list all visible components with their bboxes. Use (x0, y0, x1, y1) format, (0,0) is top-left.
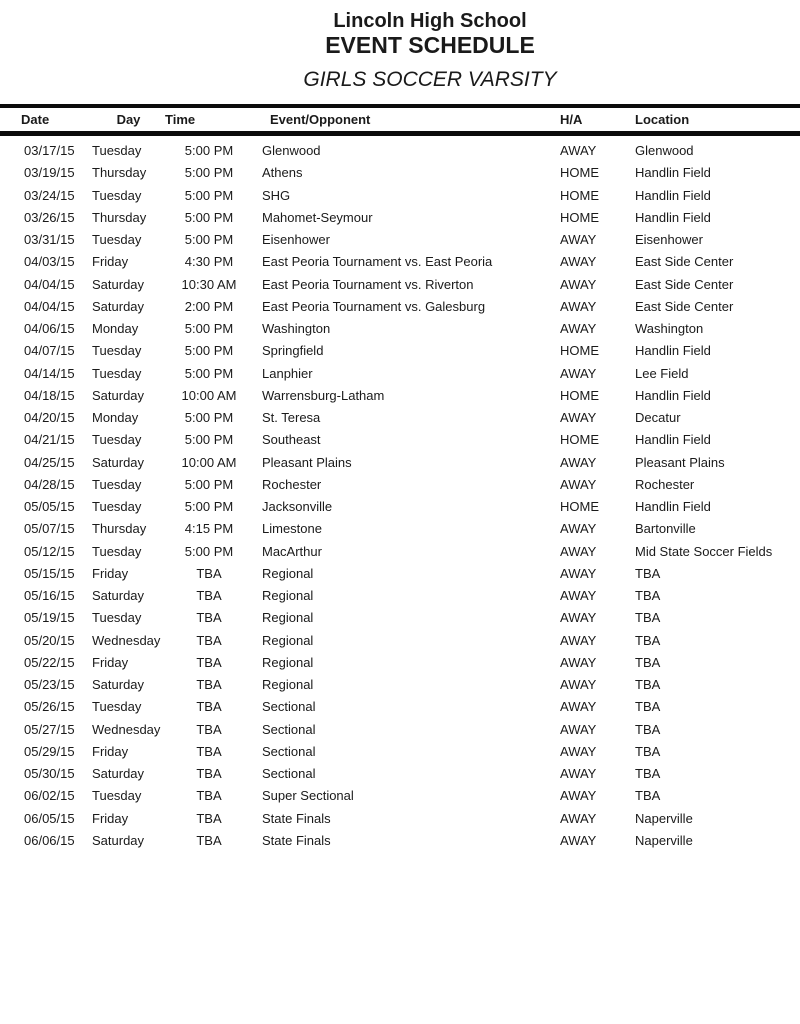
cell-day: Saturday (92, 454, 145, 470)
cell-ha: AWAY (560, 254, 597, 270)
cell-location: Naperville (635, 832, 693, 848)
cell-day: Thursday (92, 165, 147, 181)
cell-event: Glenwood (262, 143, 321, 158)
cell-event: Sectional (262, 743, 316, 759)
cell-date: 05/19/15 (24, 610, 75, 626)
cell-day: Wednesday (92, 721, 161, 737)
cell-ha: AWAY (560, 810, 597, 826)
cell-ha: AWAY (560, 321, 597, 336)
cell-location: Handlin Field (635, 209, 711, 225)
cell-time: 5:00 PM (184, 232, 234, 247)
cell-date: 05/07/15 (24, 521, 75, 537)
cell-date: 04/04/15 (24, 276, 75, 292)
cell-location: Naperville (635, 810, 693, 826)
table-row (0, 385, 800, 407)
cell-day: Thursday (92, 209, 147, 225)
cell-time: TBA (196, 565, 222, 581)
cell-time: TBA (196, 610, 222, 626)
table-row (0, 696, 800, 718)
cell-day: Saturday (92, 298, 145, 314)
column-header-date: Date (21, 112, 50, 127)
table-row (0, 674, 800, 696)
cell-ha: HOME (560, 387, 599, 403)
cell-time: 10:00 AM (181, 454, 237, 470)
cell-day: Tuesday (92, 699, 142, 715)
cell-date: 05/26/15 (24, 699, 75, 715)
cell-time: 5:00 PM (184, 321, 234, 336)
cell-location: Mid State Soccer Fields (635, 543, 773, 559)
cell-time: TBA (196, 832, 222, 848)
cell-date: 04/04/15 (24, 298, 75, 314)
cell-date: 06/02/15 (24, 788, 75, 804)
cell-date: 04/03/15 (24, 254, 75, 270)
cell-time: 5:00 PM (184, 143, 234, 158)
cell-time: 5:00 PM (184, 476, 234, 492)
table-row (0, 318, 800, 340)
cell-time: TBA (196, 654, 222, 670)
cell-day: Saturday (92, 832, 145, 848)
cell-time: 5:00 PM (184, 165, 234, 181)
cell-time: 10:00 AM (181, 387, 237, 403)
column-header-day: Day (116, 112, 141, 127)
cell-date: 05/12/15 (24, 543, 75, 559)
cell-day: Tuesday (92, 143, 142, 158)
cell-day: Friday (92, 743, 129, 759)
table-row (0, 785, 800, 807)
table-row (0, 496, 800, 518)
cell-day: Tuesday (92, 610, 142, 626)
cell-date: 05/05/15 (24, 499, 75, 514)
cell-location: East Side Center (635, 298, 734, 314)
cell-ha: AWAY (560, 410, 597, 425)
cell-ha: AWAY (560, 232, 597, 247)
cell-location: Handlin Field (635, 499, 711, 514)
cell-day: Saturday (92, 387, 145, 403)
table-row (0, 162, 800, 184)
cell-ha: AWAY (560, 788, 597, 804)
cell-date: 06/05/15 (24, 810, 75, 826)
cell-day: Tuesday (92, 232, 142, 247)
cell-location: Washington (635, 321, 704, 336)
cell-ha: AWAY (560, 699, 597, 715)
cell-day: Monday (92, 410, 139, 425)
table-row (0, 407, 800, 429)
cell-time: 10:30 AM (181, 276, 237, 292)
cell-date: 03/19/15 (24, 165, 75, 181)
cell-location: TBA (635, 588, 661, 603)
cell-date: 04/07/15 (24, 343, 75, 359)
cell-event: Springfield (262, 343, 324, 359)
cell-time: 5:00 PM (184, 432, 234, 448)
cell-date: 04/14/15 (24, 365, 75, 381)
cell-day: Thursday (92, 521, 147, 537)
cell-location: Rochester (635, 476, 695, 492)
table-body (0, 140, 800, 852)
table-header-row (0, 108, 800, 131)
cell-event: Jacksonville (262, 499, 333, 514)
cell-day: Tuesday (92, 187, 142, 203)
cell-day: Monday (92, 321, 139, 336)
cell-ha: AWAY (560, 677, 597, 692)
cell-location: East Side Center (635, 254, 734, 270)
cell-date: 05/23/15 (24, 677, 75, 692)
cell-date: 05/20/15 (24, 632, 75, 648)
cell-event: SHG (262, 187, 291, 203)
cell-day: Saturday (92, 766, 145, 781)
cell-ha: HOME (560, 499, 599, 514)
cell-event: MacArthur (262, 543, 322, 559)
cell-day: Tuesday (92, 499, 142, 514)
cell-day: Saturday (92, 588, 145, 603)
cell-event: Eisenhower (262, 232, 330, 247)
table-row (0, 251, 800, 273)
cell-location: East Side Center (635, 276, 734, 292)
table-row (0, 763, 800, 785)
cell-event: Regional (262, 677, 314, 692)
cell-ha: AWAY (560, 521, 597, 537)
cell-time: 5:00 PM (184, 187, 234, 203)
cell-day: Saturday (92, 276, 145, 292)
cell-date: 05/15/15 (24, 565, 75, 581)
cell-event: Sectional (262, 766, 316, 781)
cell-event: Super Sectional (262, 788, 354, 804)
cell-time: 5:00 PM (184, 499, 234, 514)
table-row (0, 363, 800, 385)
cell-date: 05/27/15 (24, 721, 75, 737)
cell-location: Handlin Field (635, 187, 711, 203)
cell-ha: AWAY (560, 832, 597, 848)
cell-event: Sectional (262, 699, 316, 715)
school-name: Lincoln High School (333, 10, 527, 32)
cell-time: TBA (196, 699, 222, 715)
cell-location: TBA (635, 766, 661, 781)
cell-event: Mahomet-Seymour (262, 209, 373, 225)
cell-day: Friday (92, 810, 129, 826)
cell-location: Glenwood (635, 143, 694, 158)
cell-day: Friday (92, 654, 129, 670)
table-row (0, 630, 800, 652)
cell-ha: AWAY (560, 276, 597, 292)
cell-event: St. Teresa (262, 410, 321, 425)
table-row (0, 652, 800, 674)
cell-event: Southeast (262, 432, 321, 448)
cell-ha: AWAY (560, 476, 597, 492)
cell-time: TBA (196, 743, 222, 759)
cell-day: Tuesday (92, 365, 142, 381)
cell-date: 05/30/15 (24, 766, 75, 781)
cell-event: Athens (262, 165, 303, 181)
cell-time: 5:00 PM (184, 365, 234, 381)
cell-time: TBA (196, 632, 222, 648)
cell-ha: AWAY (560, 543, 597, 559)
cell-day: Tuesday (92, 543, 142, 559)
cell-location: Handlin Field (635, 432, 711, 448)
cell-event: Limestone (262, 521, 322, 537)
table-row (0, 185, 800, 207)
cell-date: 05/22/15 (24, 654, 75, 670)
cell-date: 03/24/15 (24, 187, 75, 203)
cell-ha: AWAY (560, 721, 597, 737)
cell-ha: AWAY (560, 654, 597, 670)
cell-location: Eisenhower (635, 232, 703, 247)
table-row (0, 429, 800, 451)
table-row (0, 518, 800, 540)
cell-time: 5:00 PM (184, 209, 234, 225)
table-row (0, 741, 800, 763)
cell-event: Lanphier (262, 365, 313, 381)
cell-event: Washington (262, 321, 331, 336)
cell-time: 5:00 PM (184, 410, 234, 425)
cell-event: Rochester (262, 476, 322, 492)
cell-day: Friday (92, 254, 129, 270)
cell-location: Handlin Field (635, 387, 711, 403)
cell-ha: AWAY (560, 143, 597, 158)
cell-ha: AWAY (560, 454, 597, 470)
cell-location: TBA (635, 610, 661, 626)
cell-ha: AWAY (560, 298, 597, 314)
cell-time: 5:00 PM (184, 543, 234, 559)
cell-event: Regional (262, 565, 314, 581)
table-header-rule (0, 131, 800, 136)
table-row (0, 229, 800, 251)
cell-date: 03/26/15 (24, 209, 75, 225)
table-row (0, 607, 800, 629)
cell-day: Saturday (92, 677, 145, 692)
table-row (0, 340, 800, 362)
cell-date: 04/06/15 (24, 321, 75, 336)
cell-ha: AWAY (560, 365, 597, 381)
table-row (0, 274, 800, 296)
cell-event: East Peoria Tournament vs. East Peoria (262, 254, 493, 270)
table-row (0, 719, 800, 741)
column-header-time: Time (165, 112, 196, 127)
cell-day: Wednesday (92, 632, 161, 648)
table-row (0, 808, 800, 830)
table-row (0, 452, 800, 474)
cell-time: TBA (196, 788, 222, 804)
cell-location: Decatur (635, 410, 681, 425)
cell-location: Handlin Field (635, 165, 711, 181)
cell-event: Regional (262, 588, 314, 603)
cell-date: 04/28/15 (24, 476, 75, 492)
cell-time: TBA (196, 677, 222, 692)
cell-day: Tuesday (92, 788, 142, 804)
page-title: EVENT SCHEDULE (325, 32, 535, 58)
cell-ha: HOME (560, 165, 599, 181)
cell-date: 04/21/15 (24, 432, 75, 448)
table-row (0, 563, 800, 585)
cell-day: Tuesday (92, 343, 142, 359)
cell-ha: AWAY (560, 766, 597, 781)
cell-date: 05/16/15 (24, 588, 75, 603)
cell-time: TBA (196, 721, 222, 737)
cell-location: TBA (635, 677, 661, 692)
cell-event: Regional (262, 654, 314, 670)
cell-ha: HOME (560, 343, 599, 359)
cell-date: 03/31/15 (24, 232, 75, 247)
cell-location: Handlin Field (635, 343, 711, 359)
cell-day: Tuesday (92, 476, 142, 492)
column-header-event-opponent: Event/Opponent (270, 112, 371, 127)
cell-event: Warrensburg-Latham (262, 387, 385, 403)
cell-location: TBA (635, 721, 661, 737)
cell-event: Pleasant Plains (262, 454, 352, 470)
cell-location: Lee Field (635, 365, 689, 381)
cell-event: State Finals (262, 810, 331, 826)
cell-location: Bartonville (635, 521, 696, 537)
cell-location: TBA (635, 788, 661, 804)
cell-event: Sectional (262, 721, 316, 737)
cell-time: 4:15 PM (184, 521, 234, 537)
table-row (0, 585, 800, 607)
table-row (0, 296, 800, 318)
cell-event: State Finals (262, 832, 331, 848)
cell-location: TBA (635, 699, 661, 715)
team-subtitle: GIRLS SOCCER VARSITY (303, 68, 557, 91)
cell-ha: AWAY (560, 588, 597, 603)
table-row (0, 474, 800, 496)
column-header-home-away: H/A (560, 112, 583, 127)
cell-date: 06/06/15 (24, 832, 75, 848)
cell-location: TBA (635, 654, 661, 670)
cell-date: 05/29/15 (24, 743, 75, 759)
cell-date: 04/20/15 (24, 410, 75, 425)
cell-ha: AWAY (560, 632, 597, 648)
cell-event: East Peoria Tournament vs. Galesburg (262, 298, 486, 314)
cell-time: TBA (196, 588, 222, 603)
cell-day: Tuesday (92, 432, 142, 448)
cell-ha: AWAY (560, 565, 597, 581)
cell-time: 2:00 PM (184, 298, 234, 314)
cell-location: TBA (635, 565, 661, 581)
cell-ha: AWAY (560, 743, 597, 759)
cell-time: TBA (196, 810, 222, 826)
table-row (0, 140, 800, 162)
cell-date: 04/25/15 (24, 454, 75, 470)
cell-date: 03/17/15 (24, 143, 75, 158)
cell-ha: AWAY (560, 610, 597, 626)
cell-day: Friday (92, 565, 129, 581)
cell-ha: HOME (560, 432, 599, 448)
cell-location: TBA (635, 632, 661, 648)
cell-time: 4:30 PM (184, 254, 234, 270)
cell-time: TBA (196, 766, 222, 781)
table-row (0, 541, 800, 563)
cell-event: Regional (262, 632, 314, 648)
table-row (0, 830, 800, 852)
cell-ha: HOME (560, 209, 599, 225)
cell-location: TBA (635, 743, 661, 759)
cell-time: 5:00 PM (184, 343, 234, 359)
cell-location: Pleasant Plains (635, 454, 725, 470)
cell-ha: HOME (560, 187, 599, 203)
column-header-location: Location (635, 112, 690, 127)
table-row (0, 207, 800, 229)
cell-date: 04/18/15 (24, 387, 75, 403)
cell-event: East Peoria Tournament vs. Riverton (262, 276, 474, 292)
cell-event: Regional (262, 610, 314, 626)
